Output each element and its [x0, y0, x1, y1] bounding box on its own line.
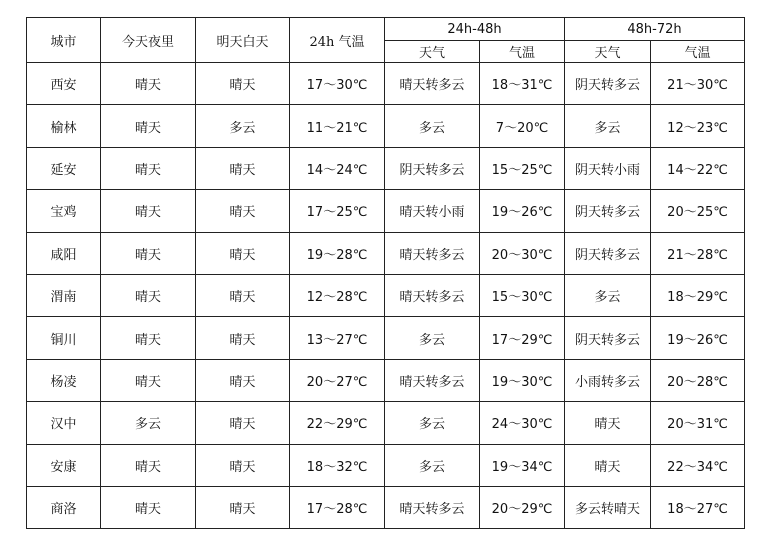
- cell-weather-48-72: 晴天: [565, 444, 651, 486]
- header-group-24-48: 24h-48h: [385, 18, 565, 41]
- table-row: [27, 63, 745, 105]
- cell-weather-24-48: 多云: [385, 317, 480, 359]
- header-tonight: 今天夜里: [101, 18, 196, 63]
- cell-temp-24-48: 20～29℃: [480, 486, 565, 528]
- cell-weather-24-48: 晴天转多云: [385, 232, 480, 274]
- weather-forecast-table: [26, 17, 745, 529]
- cell-weather-24-48: 多云: [385, 105, 480, 147]
- cell-tonight: 晴天: [101, 63, 196, 105]
- table-row: [27, 359, 745, 401]
- cell-temp-24h: 18～32℃: [290, 444, 385, 486]
- cell-city: 西安: [27, 63, 101, 105]
- cell-city: 商洛: [27, 486, 101, 528]
- cell-weather-24-48: 多云: [385, 444, 480, 486]
- cell-temp-48-72: 14～22℃: [651, 147, 745, 189]
- table-row: [27, 190, 745, 232]
- cell-tomorrow-day: 晴天: [196, 147, 290, 189]
- cell-temp-48-72: 21～30℃: [651, 63, 745, 105]
- cell-weather-24-48: 阴天转多云: [385, 147, 480, 189]
- cell-tonight: 晴天: [101, 105, 196, 147]
- cell-tonight: 晴天: [101, 232, 196, 274]
- cell-tonight: 晴天: [101, 317, 196, 359]
- cell-tomorrow-day: 晴天: [196, 190, 290, 232]
- table-row: [27, 105, 745, 147]
- table-row: [27, 274, 745, 316]
- cell-temp-24h: 17～30℃: [290, 63, 385, 105]
- cell-temp-48-72: 21～28℃: [651, 232, 745, 274]
- cell-temp-48-72: 18～29℃: [651, 274, 745, 316]
- cell-temp-48-72: 18～27℃: [651, 486, 745, 528]
- cell-tomorrow-day: 晴天: [196, 359, 290, 401]
- cell-temp-24-48: 19～34℃: [480, 444, 565, 486]
- cell-tomorrow-day: 晴天: [196, 63, 290, 105]
- table-row: [27, 444, 745, 486]
- cell-weather-48-72: 晴天: [565, 402, 651, 444]
- cell-tomorrow-day: 多云: [196, 105, 290, 147]
- cell-temp-48-72: 20～28℃: [651, 359, 745, 401]
- cell-temp-48-72: 19～26℃: [651, 317, 745, 359]
- header-city: 城市: [27, 18, 101, 63]
- cell-weather-24-48: 晴天转小雨: [385, 190, 480, 232]
- cell-temp-24h: 14～24℃: [290, 147, 385, 189]
- cell-weather-48-72: 阴天转多云: [565, 232, 651, 274]
- cell-weather-48-72: 阴天转多云: [565, 190, 651, 232]
- cell-weather-48-72: 多云: [565, 274, 651, 316]
- cell-tomorrow-day: 晴天: [196, 402, 290, 444]
- header-tomorrow-day: 明天白天: [196, 18, 290, 63]
- header-group-48-72: 48h-72h: [565, 18, 745, 41]
- cell-weather-24-48: 晴天转多云: [385, 63, 480, 105]
- cell-temp-24h: 13～27℃: [290, 317, 385, 359]
- cell-city: 宝鸡: [27, 190, 101, 232]
- forecast-body: [27, 63, 745, 529]
- cell-weather-24-48: 晴天转多云: [385, 486, 480, 528]
- cell-temp-24-48: 18～31℃: [480, 63, 565, 105]
- cell-city: 铜川: [27, 317, 101, 359]
- cell-city: 渭南: [27, 274, 101, 316]
- cell-tonight: 多云: [101, 402, 196, 444]
- subheader-temp-24-48: 气温: [480, 41, 565, 63]
- cell-temp-48-72: 20～31℃: [651, 402, 745, 444]
- cell-temp-24-48: 24～30℃: [480, 402, 565, 444]
- cell-tomorrow-day: 晴天: [196, 317, 290, 359]
- table-row: [27, 486, 745, 528]
- cell-weather-48-72: 多云转晴天: [565, 486, 651, 528]
- cell-weather-24-48: 晴天转多云: [385, 359, 480, 401]
- subheader-weather-24-48: 天气: [385, 41, 480, 63]
- cell-tonight: 晴天: [101, 190, 196, 232]
- cell-weather-48-72: 多云: [565, 105, 651, 147]
- cell-temp-24h: 17～28℃: [290, 486, 385, 528]
- table-row: [27, 317, 745, 359]
- cell-city: 咸阳: [27, 232, 101, 274]
- cell-tomorrow-day: 晴天: [196, 486, 290, 528]
- cell-tonight: 晴天: [101, 486, 196, 528]
- cell-tonight: 晴天: [101, 444, 196, 486]
- cell-temp-24-48: 15～30℃: [480, 274, 565, 316]
- cell-temp-48-72: 20～25℃: [651, 190, 745, 232]
- cell-weather-24-48: 多云: [385, 402, 480, 444]
- cell-city: 榆林: [27, 105, 101, 147]
- cell-temp-24-48: 20～30℃: [480, 232, 565, 274]
- cell-temp-24-48: 19～26℃: [480, 190, 565, 232]
- cell-city: 汉中: [27, 402, 101, 444]
- cell-tomorrow-day: 晴天: [196, 232, 290, 274]
- table-row: [27, 402, 745, 444]
- subheader-weather-48-72: 天气: [565, 41, 651, 63]
- cell-temp-24h: 22～29℃: [290, 402, 385, 444]
- table-row: [27, 147, 745, 189]
- cell-temp-24-48: 15～25℃: [480, 147, 565, 189]
- cell-city: 安康: [27, 444, 101, 486]
- cell-temp-24h: 11～21℃: [290, 105, 385, 147]
- cell-tomorrow-day: 晴天: [196, 274, 290, 316]
- cell-tonight: 晴天: [101, 147, 196, 189]
- cell-city: 杨凌: [27, 359, 101, 401]
- table-row: [27, 232, 745, 274]
- cell-temp-24-48: 17～29℃: [480, 317, 565, 359]
- cell-temp-24h: 19～28℃: [290, 232, 385, 274]
- cell-tomorrow-day: 晴天: [196, 444, 290, 486]
- header-row: [27, 18, 745, 41]
- cell-temp-24-48: 19～30℃: [480, 359, 565, 401]
- cell-temp-24h: 20～27℃: [290, 359, 385, 401]
- header-temp-24h: 24h 气温: [290, 18, 385, 63]
- cell-weather-48-72: 阴天转小雨: [565, 147, 651, 189]
- cell-temp-48-72: 22～34℃: [651, 444, 745, 486]
- cell-weather-48-72: 小雨转多云: [565, 359, 651, 401]
- cell-weather-48-72: 阴天转多云: [565, 63, 651, 105]
- cell-temp-24h: 17～25℃: [290, 190, 385, 232]
- cell-weather-24-48: 晴天转多云: [385, 274, 480, 316]
- cell-temp-24h: 12～28℃: [290, 274, 385, 316]
- cell-temp-48-72: 12～23℃: [651, 105, 745, 147]
- cell-tonight: 晴天: [101, 359, 196, 401]
- cell-temp-24-48: 7～20℃: [480, 105, 565, 147]
- cell-tonight: 晴天: [101, 274, 196, 316]
- cell-weather-48-72: 阴天转多云: [565, 317, 651, 359]
- cell-city: 延安: [27, 147, 101, 189]
- subheader-temp-48-72: 气温: [651, 41, 745, 63]
